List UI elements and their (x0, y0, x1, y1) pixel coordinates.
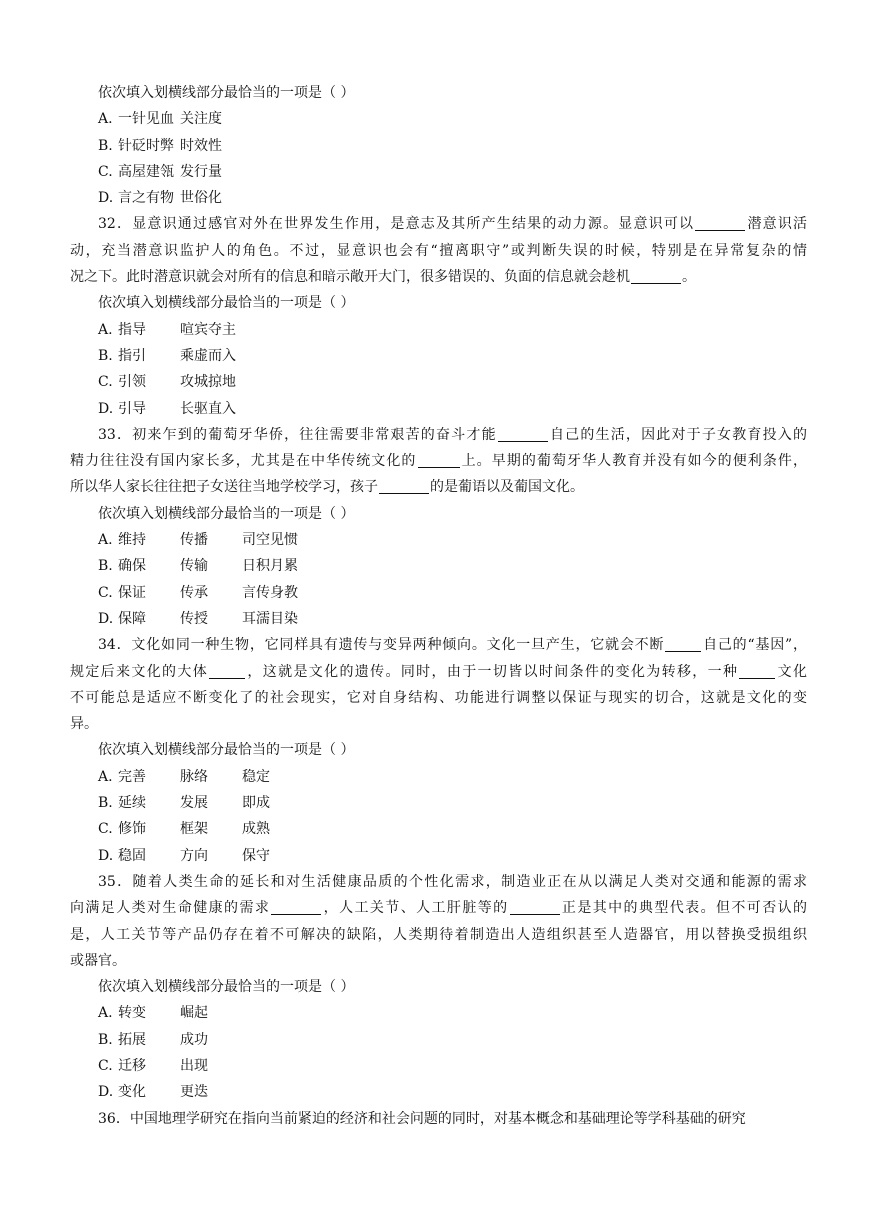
question-34 (70, 632, 807, 869)
text-segment: 的是葡语以及葡国文化。 (430, 479, 584, 496)
option-choice: 攻城掠地 (180, 374, 236, 391)
option-letter: C. (98, 821, 113, 838)
option-choice: 崛起 (180, 1005, 208, 1022)
option-letter: C. (98, 163, 113, 180)
question-text-line (70, 211, 807, 237)
option-choice: 发展 (180, 795, 208, 812)
option-choice: 司空见惯 (242, 532, 298, 549)
option-choice: 传授 (180, 610, 208, 627)
text-segment: 32．显意识通过感官对外在世界发生作用，是意志及其所产生结果的动力源。显意识可以 (98, 216, 695, 233)
option-choice: 一针见血 (118, 111, 174, 128)
question-prompt: 依次填入划横线部分最恰当的一项是（ ） (98, 295, 355, 312)
text-segment: 向满足人类对生命健康的需求 (70, 900, 271, 917)
question-prompt: 依次填入划横线部分最恰当的一项是（ ） (98, 85, 355, 101)
option-choice: 言之有物 (118, 190, 174, 207)
text-segment: 正是其中的典型代表。但不可否认的 (560, 900, 808, 917)
text-segment: 上。早期的葡萄牙华人教育并没有如今的便利条件， (460, 453, 807, 470)
answer-option (70, 317, 807, 343)
text-segment: 异。 (70, 716, 98, 733)
fill-blank (510, 899, 560, 915)
answer-option (70, 790, 807, 816)
question-prompt: 依次填入划横线部分最恰当的一项是（ ） (98, 742, 355, 759)
option-choice: 延续 (118, 795, 146, 812)
option-letter: A. (98, 532, 113, 549)
answer-option (70, 1027, 807, 1053)
option-choice: 指引 (118, 347, 146, 364)
text-segment: 动，充当潜意识监护人的角色。不过，显意识也会有“擅离职守”或判断失误的时候，特别是在异常复杂的情 (70, 242, 807, 259)
answer-option (70, 159, 807, 185)
answer-option (70, 764, 807, 790)
question-text-line (70, 869, 807, 895)
fill-blank (739, 663, 775, 679)
document-content (70, 80, 807, 1132)
option-letter: B. (98, 558, 113, 575)
option-letter: D. (98, 610, 114, 627)
option-choice: 成熟 (242, 821, 270, 838)
answer-option (70, 816, 807, 842)
text-segment: 况之下。此时潜意识就会对所有的信息和暗示敞开大门，很多错误的、负面的信息就会趁机 (70, 269, 630, 286)
option-letter: C. (98, 374, 113, 391)
text-segment: 自己的“基因”， (702, 637, 807, 654)
question-prompt: 依次填入划横线部分最恰当的一项是（ ） (98, 505, 355, 522)
option-letter: B. (98, 795, 113, 812)
question-prompt: 依次填入划横线部分最恰当的一项是（ ） (98, 979, 355, 996)
option-letter: C. (98, 584, 113, 601)
answer-option (70, 1000, 807, 1026)
option-choice: 乘虚而入 (180, 347, 236, 364)
text-segment: 潜意识活 (746, 216, 808, 233)
option-letter: A. (98, 1005, 113, 1022)
fill-blank (418, 452, 460, 468)
option-choice: 方向 (180, 847, 208, 864)
question-32 (70, 211, 807, 421)
text-segment: 36．中国地理学研究在指向当前紧迫的经济和社会问题的同时，对基本概念和基础理论等学科基础的研究 (98, 1110, 746, 1127)
answer-option (70, 606, 807, 632)
option-choice: 耳濡目染 (242, 610, 298, 627)
text-segment: 精力往往没有国内家长多，尤其是在中华传统文化的 (70, 453, 417, 470)
text-segment: 35．随着人类生命的延长和对生活健康品质的个性化需求，制造业正在从以满足人类对交通和能源的需求 (98, 873, 807, 890)
question-text-line (70, 659, 807, 685)
text-segment: 是，人工关节等产品仍存在着不可解决的缺陷，人类期待着制造出人造组织甚至人造器官，用以替换受损组织 (70, 926, 807, 943)
answer-option (70, 369, 807, 395)
option-choice: 完善 (118, 768, 146, 785)
answer-option (70, 106, 807, 132)
text-segment: 。 (682, 269, 696, 286)
answer-option (70, 580, 807, 606)
question-text-line (70, 895, 807, 921)
question-text-line (70, 685, 807, 711)
question-text-line (70, 238, 807, 264)
question-text-line (70, 1106, 807, 1132)
option-choice: 保证 (118, 584, 146, 601)
option-letter: B. (98, 347, 113, 364)
question-text-line (70, 948, 807, 974)
option-choice: 时效性 (180, 137, 222, 154)
answer-option (70, 527, 807, 553)
answer-option (70, 1053, 807, 1079)
question-text-line (70, 922, 807, 948)
fill-blank (379, 478, 429, 494)
option-choice: 引领 (118, 374, 146, 391)
option-choice: 迁移 (118, 1057, 146, 1074)
text-segment: 规定后来文化的大体 (70, 663, 209, 680)
text-segment: 不可能总是适应不断变化了的社会现实，它对自身结构、功能进行调整以保证与现实的切合，这就是文化的变 (70, 689, 807, 706)
option-choice: 世俗化 (180, 190, 222, 207)
option-choice: 指导 (118, 321, 146, 338)
option-choice: 发行量 (180, 163, 222, 180)
option-choice: 稳固 (118, 847, 146, 864)
text-segment: 或器官。 (70, 952, 126, 969)
text-segment: 所以华人家长往往把子女送往当地学校学习，孩子 (70, 479, 378, 496)
answer-option (70, 843, 807, 869)
option-choice: 框架 (180, 821, 208, 838)
answer-option (70, 133, 807, 159)
text-segment: ，这就是文化的遗传。同时，由于一切皆以时间条件的变化为转移，一种 (246, 663, 739, 680)
option-choice: 日积月累 (242, 558, 298, 575)
text-segment: 自己的生活，因此对于子女教育投入的 (548, 426, 807, 443)
option-choice: 传输 (180, 558, 208, 575)
question-text-line (70, 711, 807, 737)
text-segment: 34．文化如同一种生物，它同样具有遗传与变异两种倾向。文化一旦产生，它就会不断 (98, 637, 665, 654)
text-segment: ，人工关节、人工肝脏等的 (322, 900, 509, 917)
option-choice: 长驱直入 (180, 400, 236, 417)
option-choice: 保障 (118, 610, 146, 627)
option-letter: B. (98, 1031, 113, 1048)
option-choice: 更迭 (180, 1084, 208, 1101)
question-text-line (70, 474, 807, 500)
fill-blank (271, 899, 321, 915)
option-choice: 传播 (180, 532, 208, 549)
question-text-line (70, 422, 807, 448)
option-choice: 针砭时弊 (118, 137, 174, 154)
answer-option (70, 396, 807, 422)
question-text-line (70, 264, 807, 290)
fill-blank (695, 215, 745, 231)
text-segment: 33．初来乍到的葡萄牙华侨，往往需要非常艰苦的奋斗才能 (98, 426, 497, 443)
option-choice: 关注度 (180, 111, 222, 128)
option-letter: C. (98, 1057, 113, 1074)
option-choice: 稳定 (242, 768, 270, 785)
option-choice: 脉络 (180, 768, 208, 785)
option-letter: A. (98, 111, 113, 128)
option-letter: D. (98, 847, 114, 864)
option-choice: 引导 (118, 400, 146, 417)
question-35 (70, 869, 807, 1106)
option-letter: A. (98, 768, 113, 785)
question-block-prev (70, 80, 807, 211)
option-choice: 出现 (180, 1057, 208, 1074)
option-choice: 确保 (118, 558, 146, 575)
question-text-line (70, 632, 807, 658)
option-letter: B. (98, 137, 113, 154)
text-segment: 文化 (776, 663, 808, 680)
option-choice: 拓展 (118, 1031, 146, 1048)
option-choice: 即成 (242, 795, 270, 812)
question-33 (70, 422, 807, 632)
option-letter: D. (98, 400, 114, 417)
option-choice: 维持 (118, 532, 146, 549)
option-choice: 修饰 (118, 821, 146, 838)
answer-option (70, 1079, 807, 1105)
fill-blank (209, 663, 245, 679)
answer-option (70, 343, 807, 369)
question-text-line (70, 448, 807, 474)
option-letter: D. (98, 190, 114, 207)
option-choice: 转变 (118, 1005, 146, 1022)
answer-option (70, 185, 807, 211)
option-choice: 保守 (242, 847, 270, 864)
option-letter: D. (98, 1084, 114, 1101)
option-choice: 喧宾夺主 (180, 321, 236, 338)
option-choice: 变化 (118, 1084, 146, 1101)
answer-option (70, 553, 807, 579)
question-36 (70, 1106, 807, 1132)
option-choice: 高屋建瓴 (118, 163, 174, 180)
fill-blank (498, 426, 548, 442)
fill-blank (665, 636, 701, 652)
option-choice: 传承 (180, 584, 208, 601)
option-choice: 成功 (180, 1031, 208, 1048)
option-choice: 言传身教 (242, 584, 298, 601)
fill-blank (631, 268, 681, 284)
option-letter: A. (98, 321, 113, 338)
